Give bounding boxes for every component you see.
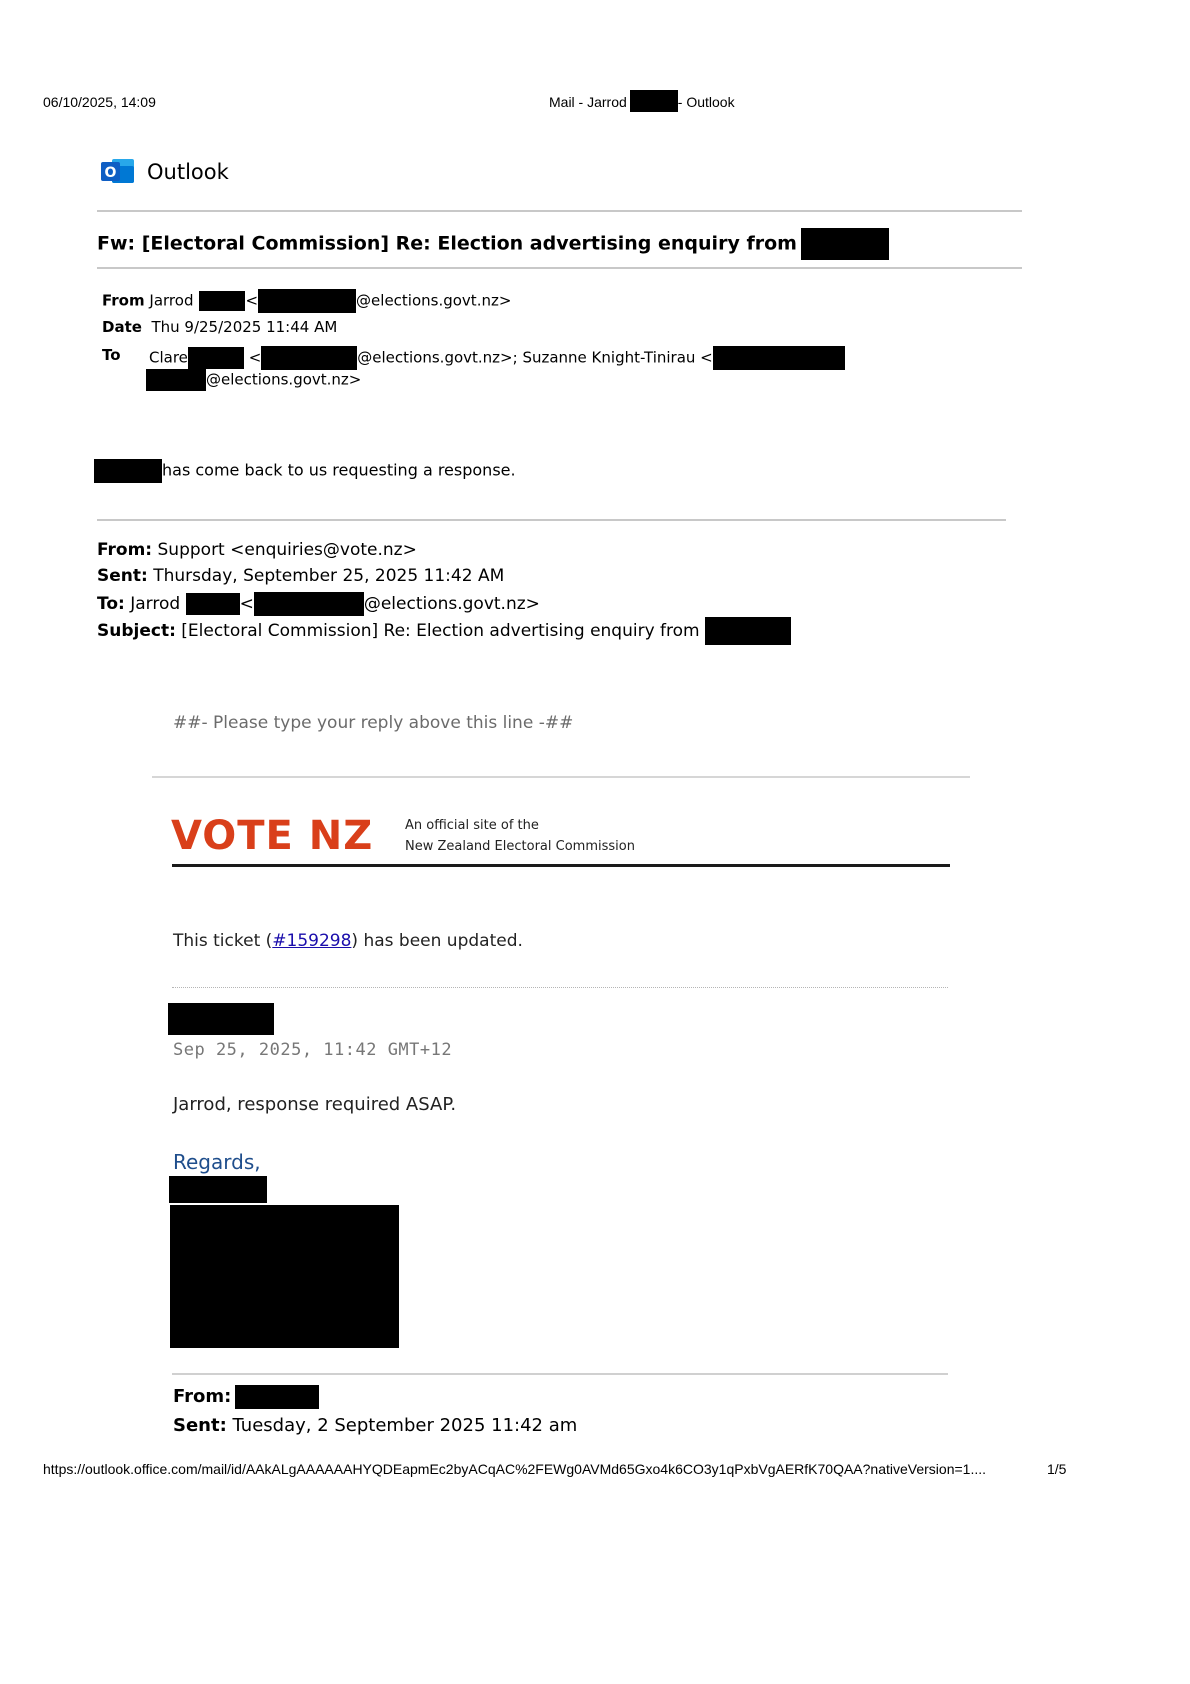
older-sent-row [173, 1415, 577, 1436]
redaction [168, 1003, 274, 1035]
email-body-line [94, 459, 516, 483]
fwd-to-name: Jarrod [130, 594, 181, 614]
ticket-updated-pre: This ticket ( [173, 931, 273, 951]
fwd-from-label: From: [97, 540, 153, 560]
print-page-title [549, 94, 735, 112]
from-name: Jarrod [149, 291, 194, 310]
fwd-sent-label: Sent: [97, 566, 148, 586]
from-domain: @elections.govt.nz> [356, 291, 512, 310]
redaction [235, 1385, 319, 1409]
email-from-row: From Jarrod < @elections.govt.nz> [102, 289, 511, 313]
outlook-logo-letter: O [104, 165, 117, 181]
email-subject-text: Fw: [Electoral Commission] Re: Election advertising enquiry from [97, 232, 797, 255]
email-to-label: To [102, 346, 121, 364]
regards-text: Regards, [173, 1150, 261, 1174]
redaction [801, 228, 889, 260]
older-message-divider [172, 1373, 948, 1375]
older-from-label: From: [173, 1386, 232, 1407]
body-line-text: has come back to us requesting a response. [162, 460, 516, 480]
print-title-left: Mail - Jarrod [549, 94, 627, 110]
app-name: Outlook [147, 160, 229, 184]
redaction [170, 1205, 399, 1348]
fwd-subject-value: [Electoral Commission] Re: Election advertising enquiry from [181, 621, 700, 641]
redaction [258, 289, 356, 313]
redaction [713, 346, 845, 370]
redaction [186, 593, 240, 615]
older-sent-value: Tuesday, 2 September 2025 11:42 am [232, 1415, 578, 1436]
redaction [705, 617, 791, 645]
redaction [188, 347, 244, 369]
email-to-row: Clare < @elections.govt.nz>; Suzanne Knight-Tinirau < [149, 346, 845, 370]
to-domain-1: @elections.govt.nz>; Suzanne Knight-Tinirau < [357, 348, 713, 367]
print-datetime: 06/10/2025, 14:09 [43, 94, 156, 110]
redaction [169, 1176, 267, 1203]
fwd-subject-label: Subject: [97, 621, 176, 641]
subject-divider-top [97, 210, 1022, 212]
ticket-updated-post: ) has been updated. [351, 931, 523, 951]
comment-timestamp: Sep 25, 2025, 11:42 GMT+12 [173, 1040, 453, 1060]
fwd-subject-row [97, 617, 791, 645]
comment-body: Jarrod, response required ASAP. [173, 1094, 457, 1115]
redaction [254, 592, 364, 616]
redaction [261, 346, 357, 370]
fwd-to-label: To: [97, 594, 125, 614]
fwd-to-row: To: Jarrod < @elections.govt.nz> [97, 594, 540, 614]
print-footer-url: https://outlook.office.com/mail/id/AAkALgAAAAAAHYQDEapmEc2byACqAC%2FEWg0AVMd65Gxo4k6CO3y1qPxbVgAERfK70QAA?nativeVersion=1.... [43, 1461, 986, 1477]
email-subject [97, 228, 889, 260]
fwd-from-value: Support <enquiries@vote.nz> [157, 540, 417, 560]
redaction [630, 90, 678, 112]
date-label: Date [102, 318, 142, 336]
fwd-from-row [97, 540, 417, 560]
brand-tagline-2: New Zealand Electoral Commission [405, 839, 635, 854]
email-to-row-continued [146, 369, 361, 391]
older-from-row [173, 1385, 319, 1409]
email-date-row [102, 318, 337, 336]
vote-nz-logo: VOTE NZ [171, 813, 374, 859]
redaction [94, 459, 162, 483]
ticket-link[interactable]: #159298 [272, 931, 352, 951]
outlook-logo-icon [100, 156, 136, 188]
brand-divider [172, 864, 950, 867]
redaction [146, 369, 206, 391]
ticket-updated-line [173, 931, 523, 951]
print-title-right: - Outlook [677, 94, 735, 110]
fwd-sent-value: Thursday, September 25, 2025 11:42 AM [153, 566, 505, 586]
print-footer-page: 1/5 [1047, 1461, 1067, 1477]
to-domain-2: @elections.govt.nz> [206, 370, 362, 389]
from-label: From [102, 291, 145, 310]
fwd-to-domain: @elections.govt.nz> [363, 594, 540, 614]
subject-divider-bottom [97, 267, 1022, 269]
redaction [199, 291, 245, 311]
date-value: Thu 9/25/2025 11:44 AM [151, 318, 338, 336]
fwd-sent-row [97, 566, 504, 586]
brand-tagline-1: An official site of the [405, 818, 539, 833]
older-sent-label: Sent: [173, 1415, 227, 1436]
forward-divider [97, 519, 1006, 521]
ticket-dotted-divider [172, 987, 948, 988]
reply-above-line: ##- Please type your reply above this line -## [173, 713, 574, 733]
ticket-top-divider [152, 776, 970, 778]
to-name-1: Clare [149, 348, 188, 367]
